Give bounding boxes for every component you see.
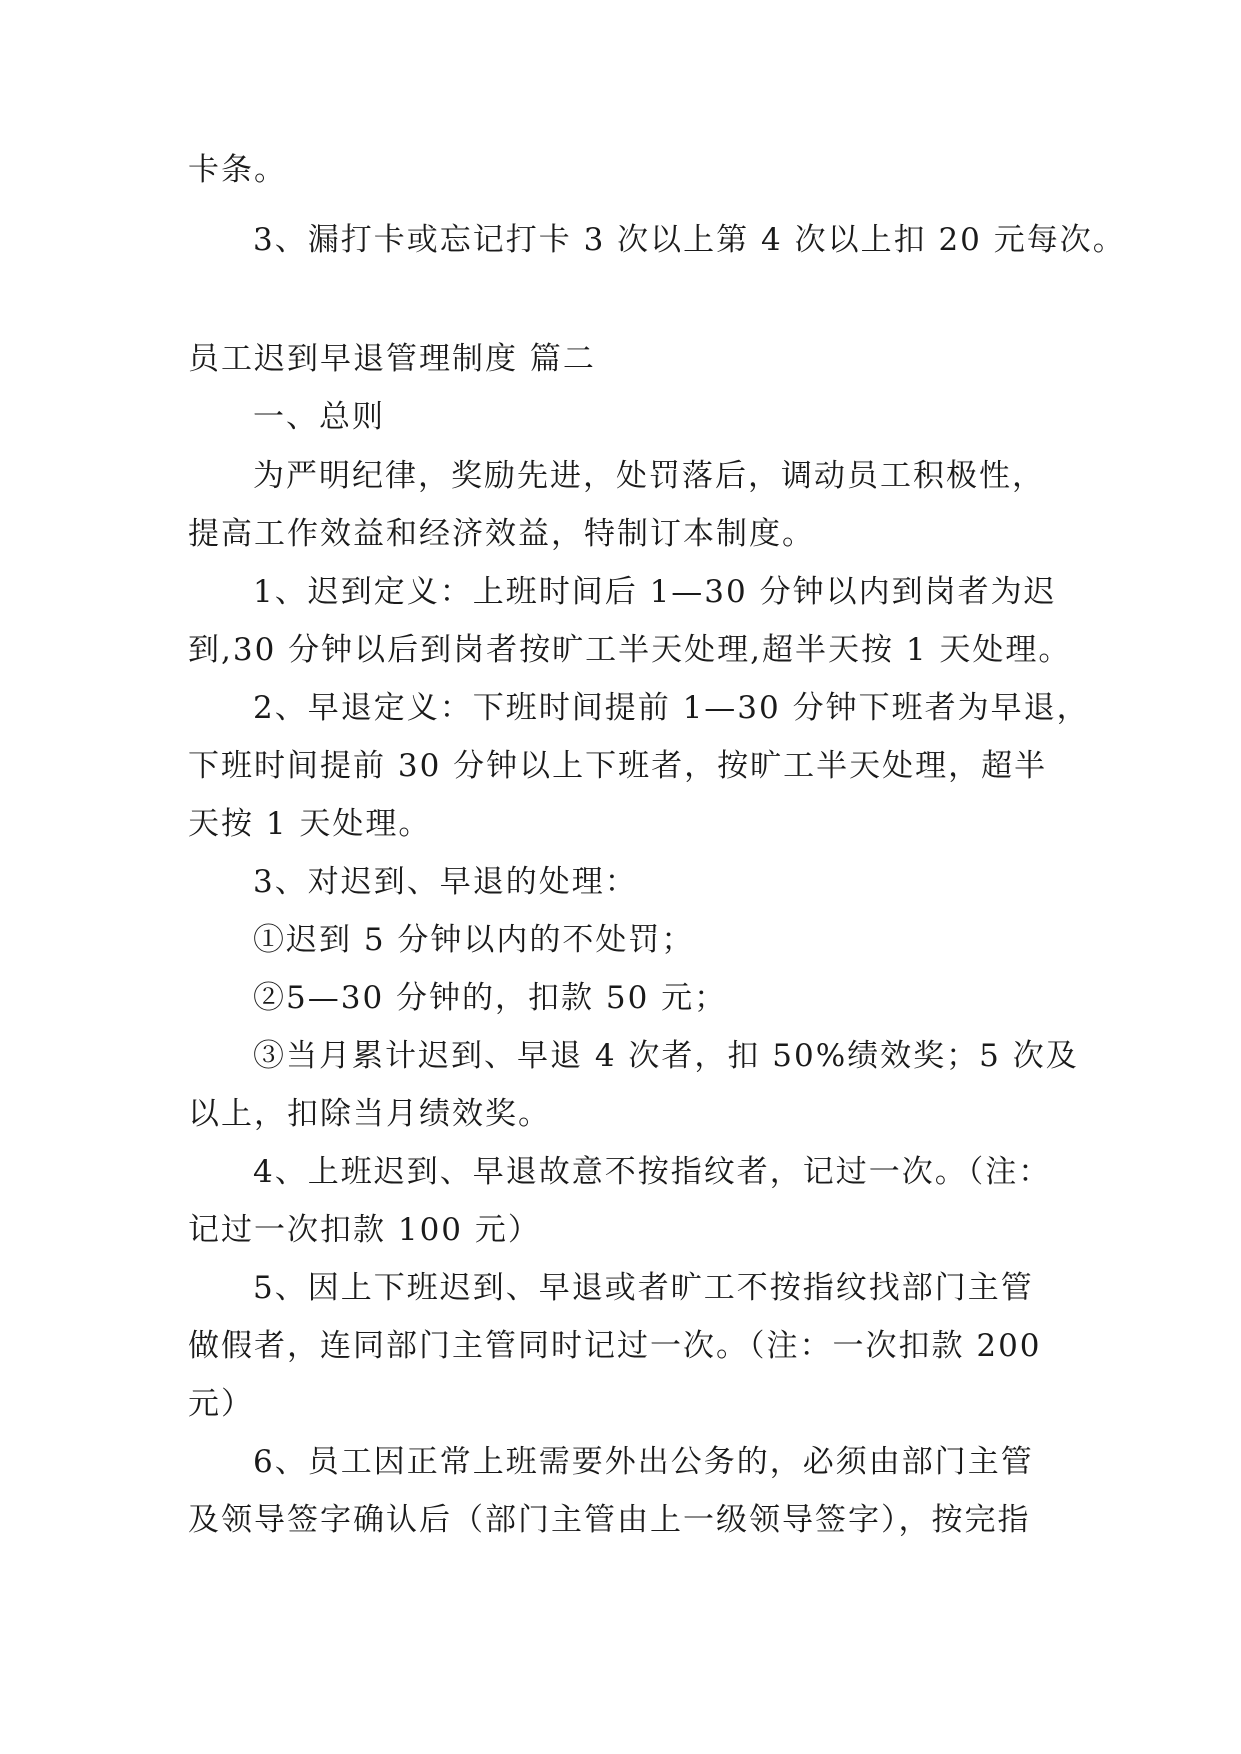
sub-item-2: ②5—30 分钟的，扣款 50 元； [253,980,728,1016]
item4-line-2: 记过一次扣款 100 元） [188,1212,541,1248]
item2-line-1: 2、早退定义：下班时间提前 1—30 分钟下班者为早退， [253,690,1090,726]
item5-line-2: 做假者，连同部门主管同时记过一次。（注：一次扣款 200 [188,1328,1042,1364]
item5-line-3: 元） [188,1386,254,1422]
intro-line-2: 提高工作效益和经济效益，特制订本制度。 [188,516,815,552]
sub-item-3-line-2: 以上，扣除当月绩效奖。 [188,1096,551,1132]
paragraph-item3-prev: 3、漏打卡或忘记打卡 3 次以上第 4 次以上扣 20 元每次。 [253,222,1126,258]
item1-line-1: 1、迟到定义：上班时间后 1—30 分钟以内到岗者为迟 [253,574,1057,610]
item6-line-1: 6、员工因正常上班需要外出公务的，必须由部门主管 [253,1444,1034,1480]
intro-line-1: 为严明纪律，奖励先进，处罚落后，调动员工积极性， [253,458,1045,494]
continuation-text: 卡条。 [188,152,287,188]
item1-line-2: 到,30 分钟以后到岗者按旷工半天处理,超半天按 1 天处理。 [188,632,1072,668]
sub-item-1: ①迟到 5 分钟以内的不处罚； [253,922,695,958]
heading-general: 一、总则 [253,399,385,435]
section-title: 员工迟到早退管理制度 篇二 [188,341,596,377]
item4-line-1: 4、上班迟到、早退故意不按指纹者，记过一次。（注： [253,1154,1052,1190]
item6-line-2: 及领导签字确认后（部门主管由上一级领导签字），按完指 [188,1502,1031,1538]
sub-item-3-line-1: ③当月累计迟到、早退 4 次者，扣 50%绩效奖；5 次及 [253,1038,1079,1074]
item2-line-3: 天按 1 天处理。 [188,806,432,842]
item5-line-1: 5、因上下班迟到、早退或者旷工不按指纹找部门主管 [253,1270,1034,1306]
item2-line-2: 下班时间提前 30 分钟以上下班者，按旷工半天处理，超半 [188,748,1048,784]
item3-heading: 3、对迟到、早退的处理： [253,864,638,900]
